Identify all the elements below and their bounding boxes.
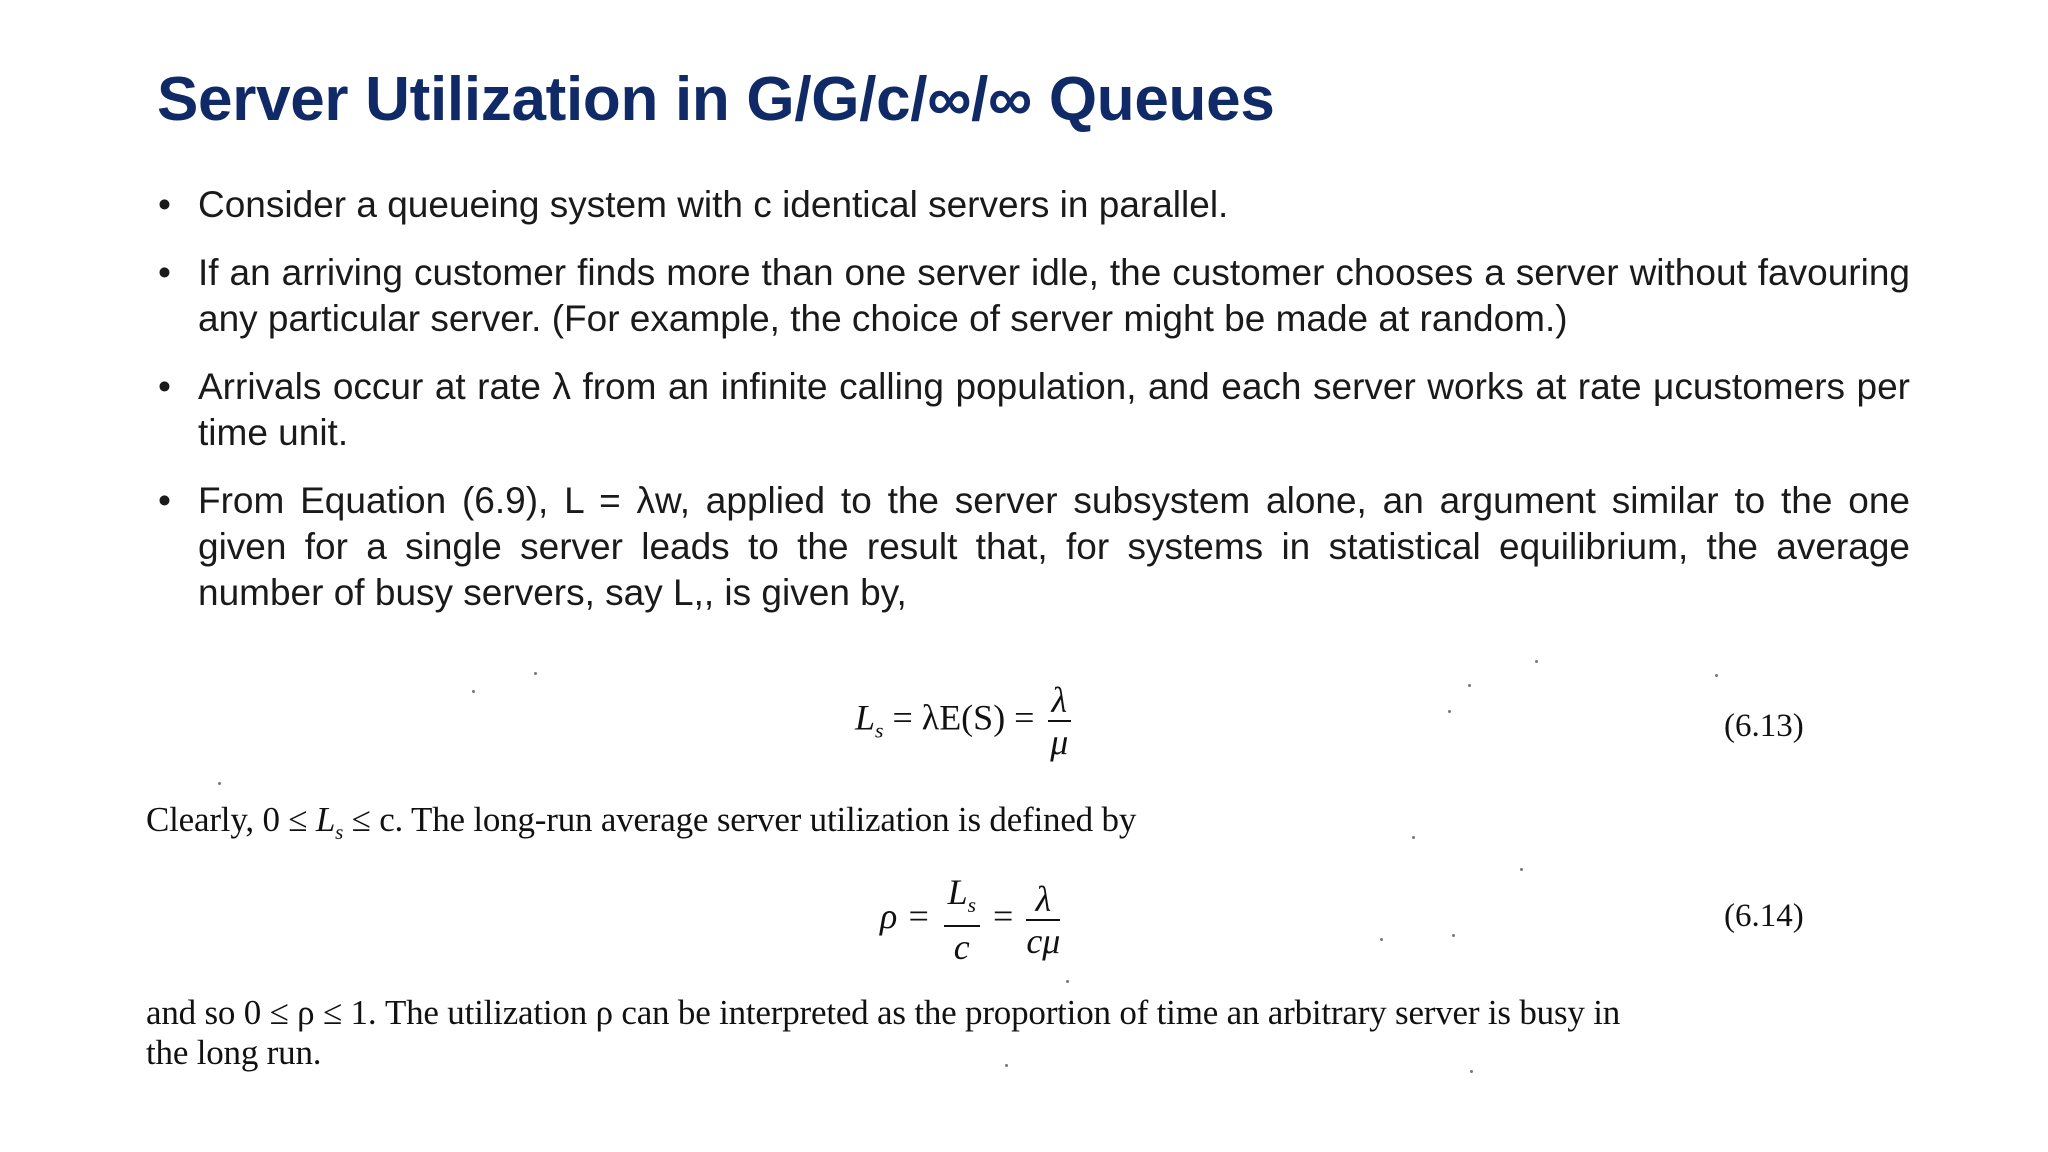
- scan-speck: [1066, 980, 1069, 983]
- eq2-frac2-den: cμ: [1026, 920, 1061, 961]
- bullet-dot: •: [158, 252, 171, 293]
- scan-speck: [1468, 684, 1471, 687]
- scan-line-long-run: the long run.: [146, 1033, 322, 1072]
- eq1-lhs-sub: s: [875, 718, 884, 743]
- equation-number-6-13: (6.13): [1724, 708, 1804, 744]
- scan-speck: [1520, 868, 1523, 871]
- eq2-frac2-num: λ: [1026, 879, 1060, 921]
- scan-speck: [1452, 934, 1455, 937]
- bullet-text: Consider a queueing system with c identical servers in parallel.: [198, 184, 1229, 225]
- slide-title: Server Utilization in G/G/c/∞/∞ Queues: [157, 65, 1275, 134]
- scan-line-clearly: [146, 800, 1136, 845]
- equation-number-6-14: (6.14): [1724, 898, 1804, 934]
- scan-speck: [1005, 1064, 1008, 1067]
- scan-speck: [1380, 938, 1383, 941]
- scan-speck: [1412, 836, 1415, 839]
- bullet-dot: •: [158, 184, 171, 225]
- scan-speck: [534, 672, 537, 675]
- bullet-dot: •: [158, 366, 171, 407]
- equation-6-13: [855, 680, 1075, 762]
- eq1-fraction: [1048, 680, 1072, 762]
- scan-speck: [1448, 710, 1451, 713]
- bullet-dot: •: [158, 480, 171, 521]
- bullet-text: Arrivals occur at rate λ from an infinite calling population, and each server works at rate μcustomers per time unit.: [198, 366, 1910, 453]
- scan-speck: [1715, 674, 1718, 677]
- eq2-frac1-num: L: [947, 872, 968, 912]
- bullet-text: If an arriving customer finds more than one server idle, the customer chooses a server without favouring any particular server. (For example, the choice of server might be made at random.): [198, 252, 1910, 339]
- eq1-lhs: L: [855, 697, 876, 738]
- eq2-frac1-den: c: [953, 927, 970, 968]
- eq2-mid: =: [984, 895, 1023, 936]
- line1-var-sub: s: [335, 820, 344, 844]
- eq2-fraction-1: [944, 872, 980, 967]
- eq1-frac-den: μ: [1050, 722, 1069, 762]
- eq2-lhs: ρ =: [880, 895, 940, 936]
- eq1-middle: = λE(S) =: [883, 697, 1044, 738]
- bullet-text: From Equation (6.9), L = λw, applied to the server subsystem alone, an argument similar to the one given for a single server leads to the result that, for systems in statistical equilibrium, the average number of busy servers, say L,, is given by,: [198, 480, 1910, 613]
- scan-speck: [1535, 660, 1538, 663]
- scan-speck: [1470, 1070, 1473, 1073]
- scan-speck: [472, 690, 475, 693]
- line1-var: L: [315, 800, 336, 839]
- line1-pre: Clearly, 0 ≤: [146, 800, 316, 839]
- scan-line-utilization: and so 0 ≤ ρ ≤ 1. The utilization ρ can be interpreted as the proportion of time an arbitrary server is busy in: [146, 993, 1621, 1032]
- scan-speck: [218, 782, 221, 785]
- eq2-fraction-2: [1026, 879, 1060, 961]
- line1-post: ≤ c. The long-run average server utilization is defined by: [343, 800, 1137, 839]
- equation-6-14: [880, 872, 1064, 967]
- eq2-frac1-num-sub: s: [967, 893, 977, 918]
- eq1-frac-num: λ: [1048, 680, 1072, 722]
